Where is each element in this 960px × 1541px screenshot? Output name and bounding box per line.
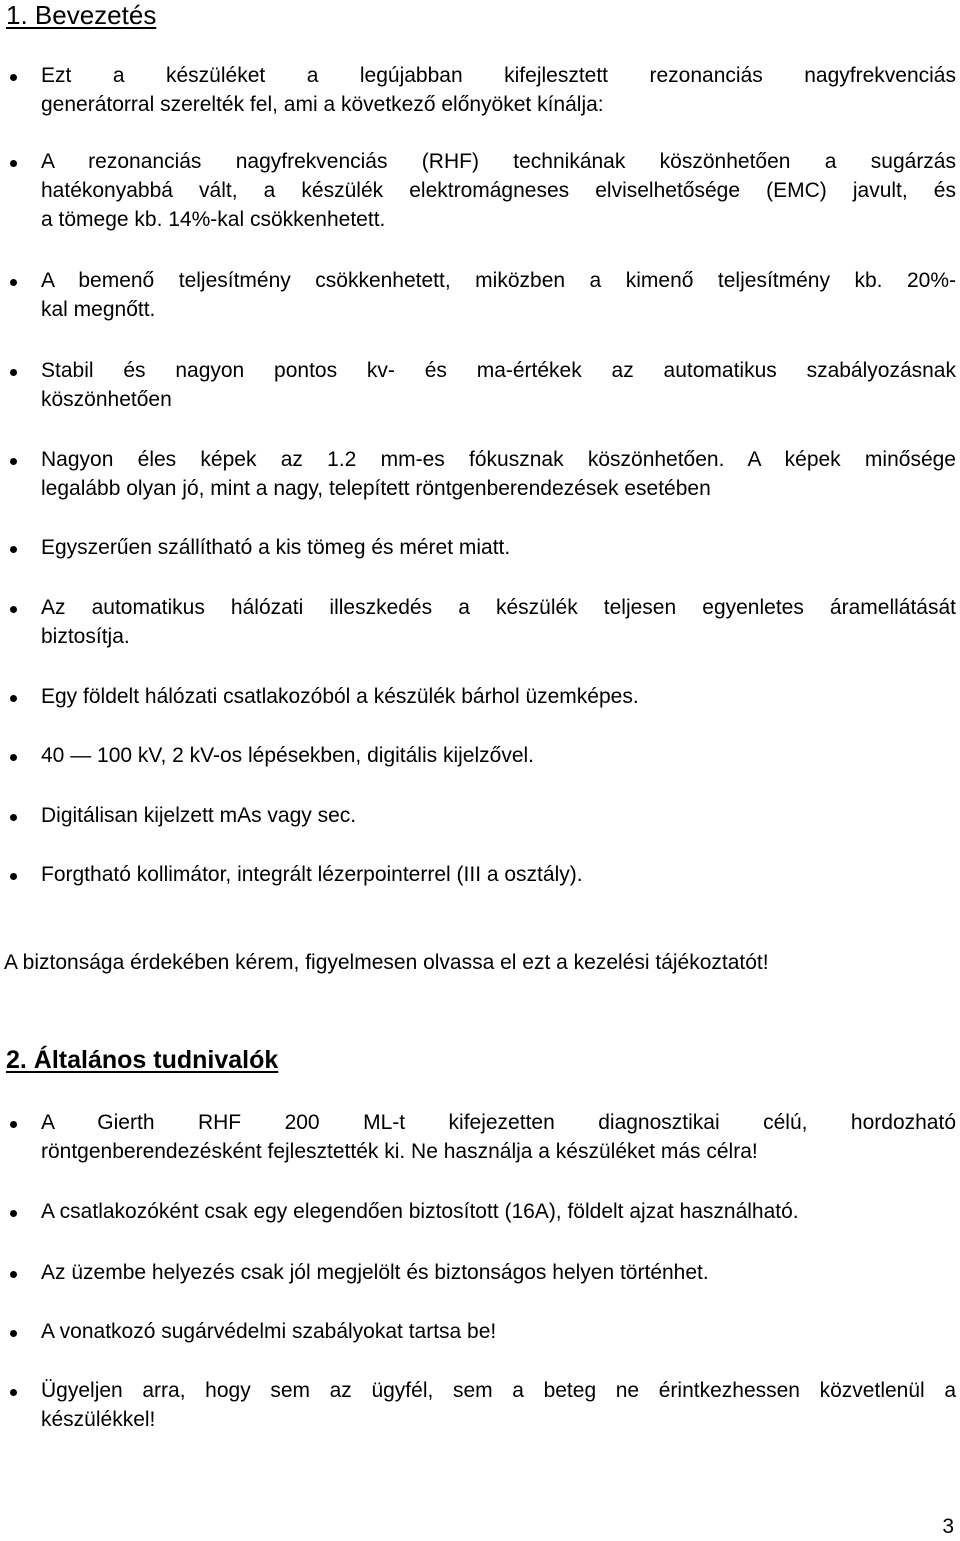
list-item-line: generátorral szerelték fel, ami a következő előnyöket kínálja:: [41, 93, 604, 116]
list-item-line: Stabil és nagyon pontos kv- és ma-értékek az automatikus szabályozásnak: [41, 359, 956, 382]
list-item-line: Nagyon éles képek az 1.2 mm-es fókusznak köszönhetően. A képek minősége: [41, 448, 956, 471]
bullet-icon: [10, 1389, 17, 1396]
bullet-icon: [10, 279, 17, 286]
list-item-line: Az automatikus hálózati illeszkedés a készülék teljesen egyenletes áramellátását: [41, 596, 956, 619]
list-item-line: Egyszerűen szállítható a kis tömeg és méret miatt.: [41, 536, 511, 559]
list-item-line: hatékonyabbá vált, a készülék elektromágneses elviselhetősége (EMC) javult, és: [41, 179, 956, 202]
list-item-line: készülékkel!: [41, 1408, 156, 1431]
list-item-line: 40 — 100 kV, 2 kV-os lépésekben, digitális kijelzővel.: [41, 744, 535, 767]
list-item-line: Ügyeljen arra, hogy sem az ügyfél, sem a beteg ne érintkezhessen közvetlenül a: [41, 1379, 956, 1402]
list-item-line: a tömege kb. 14%-kal csökkenhetett.: [41, 208, 386, 231]
bullet-icon: [10, 1121, 17, 1128]
list-item-line: A csatlakozóként csak egy elegendően biztosított (16A), földelt ajzat használható.: [41, 1200, 799, 1223]
bullet-icon: [10, 754, 17, 761]
list-item-line: biztosítja.: [41, 625, 130, 648]
list-item-line: legalább olyan jó, mint a nagy, telepített röntgenberendezések esetében: [41, 477, 711, 500]
safety-note: A biztonsága érdekében kérem, figyelmesen olvassa el ezt a kezelési tájékoztatót!: [4, 951, 769, 974]
list-item-line: kal megnőtt.: [41, 298, 156, 321]
list-item-line: A rezonanciás nagyfrekvenciás (RHF) technikának köszönhetően a sugárzás: [41, 150, 956, 173]
bullet-icon: [10, 606, 17, 613]
list-item-line: Egy földelt hálózati csatlakozóból a készülék bárhol üzemképes.: [41, 685, 639, 708]
list-item-line: A vonatkozó sugárvédelmi szabályokat tartsa be!: [41, 1320, 497, 1343]
bullet-icon: [10, 458, 17, 465]
section-heading-introduction: 1. Bevezetés: [6, 0, 157, 30]
bullet-icon: [10, 1271, 17, 1278]
bullet-icon: [10, 160, 17, 167]
bullet-icon: [10, 369, 17, 376]
list-item-line: A Gierth RHF 200 ML-t kifejezetten diagnosztikai célú, hordozható: [41, 1111, 956, 1134]
list-item-line: Az üzembe helyezés csak jól megjelölt és biztonságos helyen történhet.: [41, 1261, 709, 1284]
list-item-line: Ezt a készüléket a legújabban kifejlesztett rezonanciás nagyfrekvenciás: [41, 64, 956, 87]
list-item-line: köszönhetően: [41, 388, 172, 411]
bullet-icon: [10, 1210, 17, 1217]
list-item-line: A bemenő teljesítmény csökkenhetett, miközben a kimenő teljesítmény kb. 20%-: [41, 269, 956, 292]
list-item-line: Digitálisan kijelzett mAs vagy sec.: [41, 804, 357, 827]
list-item-line: röntgenberendezésként fejlesztették ki. Ne használja a készüléket más célra!: [41, 1140, 758, 1163]
bullet-icon: [10, 814, 17, 821]
bullet-icon: [10, 695, 17, 702]
bullet-icon: [10, 74, 17, 81]
bullet-icon: [10, 546, 17, 553]
section-heading-general-information: 2. Általános tudnivalók: [6, 1046, 279, 1074]
bullet-icon: [10, 1330, 17, 1337]
list-item-line: Forgtható kollimátor, integrált lézerpointerrel (III a osztály).: [41, 863, 583, 886]
bullet-icon: [10, 873, 17, 880]
page-number: 3: [942, 1515, 954, 1538]
